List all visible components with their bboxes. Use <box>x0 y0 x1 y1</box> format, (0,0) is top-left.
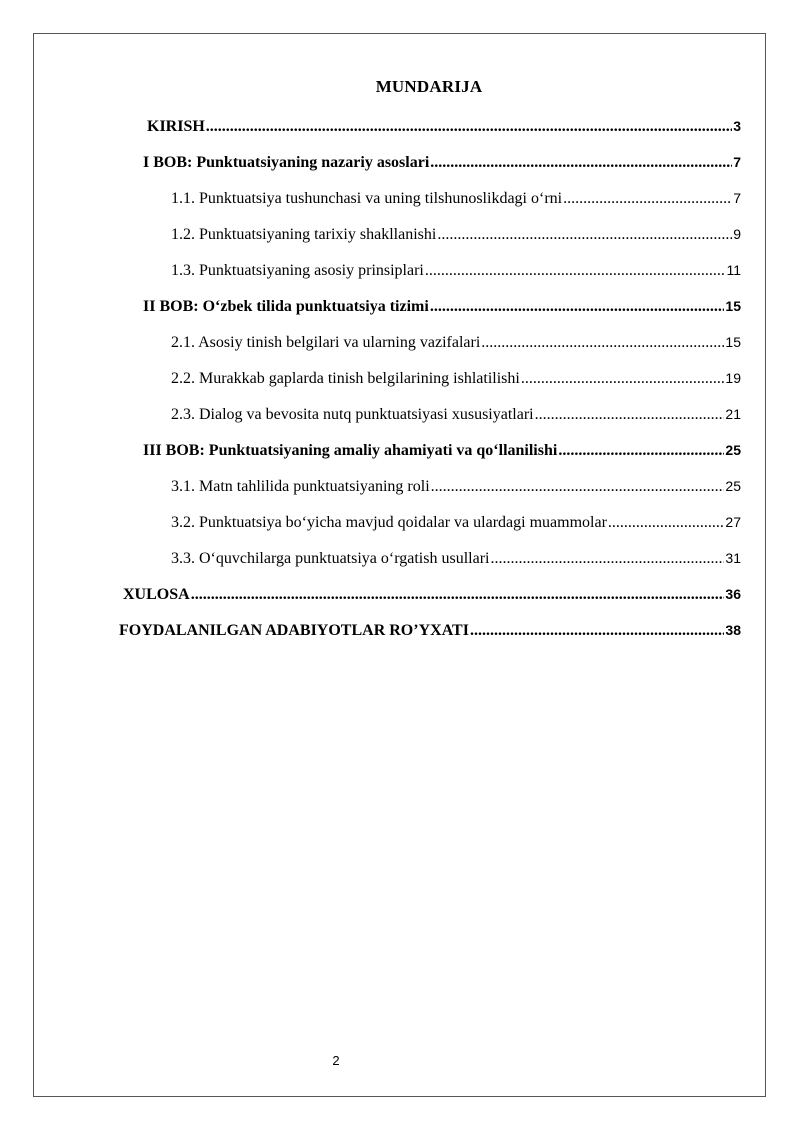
toc-title: MUNDARIJA <box>375 77 483 96</box>
toc-entry-section-2-2[interactable] <box>171 370 741 394</box>
toc-leader-dots <box>206 118 732 136</box>
toc-entry-section-2-3[interactable] <box>171 406 741 430</box>
toc-entry-page: 7 <box>733 154 741 170</box>
toc-entry-page: 9 <box>733 226 741 242</box>
toc-entry-page: 31 <box>725 550 741 566</box>
toc-entry-section-3-1[interactable] <box>171 478 741 502</box>
toc-entry-label: III BOB: Punktuatsiyaning amaliy ahamiyati va qo‘llanilishi <box>143 442 558 459</box>
toc-entry-page: 11 <box>726 262 741 278</box>
toc-entry-page: 3 <box>733 118 741 134</box>
toc-entry-page: 7 <box>733 190 741 206</box>
toc-entry-section-1-3[interactable] <box>171 262 741 286</box>
toc-entry-xulosa[interactable] <box>123 586 741 610</box>
toc-leader-dots <box>481 334 724 352</box>
toc-entry-label: 2.3. Dialog va bevosita nutq punktuatsiyasi xususiyatlari <box>171 406 534 423</box>
toc-leader-dots <box>558 442 724 460</box>
toc-entry-label: XULOSA <box>123 586 190 603</box>
toc-entry-label: 3.3. O‘quvchilarga punktuatsiya o‘rgatish usullari <box>171 550 490 567</box>
toc-entry-label: 1.2. Punktuatsiyaning tarixiy shakllanishi <box>171 226 437 243</box>
toc-entry-page: 25 <box>725 478 741 494</box>
toc-entry-label: KIRISH <box>147 118 205 135</box>
toc-entry-label: I BOB: Punktuatsiyaning nazariy asoslari <box>143 154 430 171</box>
toc-entry-label: 2.1. Asosiy tinish belgilari va ularning vazifalari <box>171 334 481 351</box>
toc-entry-section-1-1[interactable] <box>171 190 741 214</box>
toc-entry-label: 3.1. Matn tahlilida punktuatsiyaning roli <box>171 478 430 495</box>
toc-entry-chapter-2[interactable] <box>143 298 741 322</box>
toc-entry-chapter-3[interactable] <box>143 442 741 466</box>
toc-entry-label: FOYDALANILGAN ADABIYOTLAR RO’YXATI <box>119 622 469 639</box>
toc-entry-page: 21 <box>725 406 741 422</box>
toc-entry-page: 19 <box>725 370 741 386</box>
toc-leader-dots <box>191 586 725 604</box>
toc-entry-page: 25 <box>725 442 741 458</box>
page-number: 2 <box>332 1053 340 1068</box>
toc-leader-dots <box>431 478 725 496</box>
toc-entry-label: 2.2. Murakkab gaplarda tinish belgilarining ishlatilishi <box>171 370 520 387</box>
toc-entry-page: 15 <box>725 298 741 314</box>
toc-leader-dots <box>430 154 732 172</box>
toc-leader-dots <box>535 406 725 424</box>
toc-entry-section-1-2[interactable] <box>171 226 741 250</box>
toc-entry-label: 1.3. Punktuatsiyaning asosiy prinsiplari <box>171 262 424 279</box>
toc-entry-chapter-1[interactable] <box>143 154 741 178</box>
toc-leader-dots <box>521 370 725 388</box>
toc-leader-dots <box>470 622 724 640</box>
toc-leader-dots <box>563 190 732 208</box>
toc-leader-dots <box>490 550 724 568</box>
toc-leader-dots <box>430 298 725 316</box>
toc-leader-dots <box>608 514 725 532</box>
toc-entry-bibliography[interactable] <box>119 622 741 646</box>
toc-leader-dots <box>425 262 726 280</box>
toc-leader-dots <box>437 226 732 244</box>
toc-entry-page: 15 <box>725 334 741 350</box>
toc-entry-label: 3.2. Punktuatsiya bo‘yicha mavjud qoidalar va ulardagi muammolar <box>171 514 607 531</box>
toc-entry-label: II BOB: O‘zbek tilida punktuatsiya tizimi <box>143 298 429 315</box>
toc-entry-section-3-3[interactable] <box>171 550 741 574</box>
toc-entry-page: 36 <box>725 586 741 602</box>
toc-entry-kirish[interactable] <box>147 118 741 142</box>
toc-entry-label: 1.1. Punktuatsiya tushunchasi va uning tilshunoslikdagi o‘rni <box>171 190 563 207</box>
toc-entry-page: 38 <box>725 622 741 638</box>
toc-entry-section-2-1[interactable] <box>171 334 741 358</box>
toc-entry-page: 27 <box>725 514 741 530</box>
toc-entry-section-3-2[interactable] <box>171 514 741 538</box>
